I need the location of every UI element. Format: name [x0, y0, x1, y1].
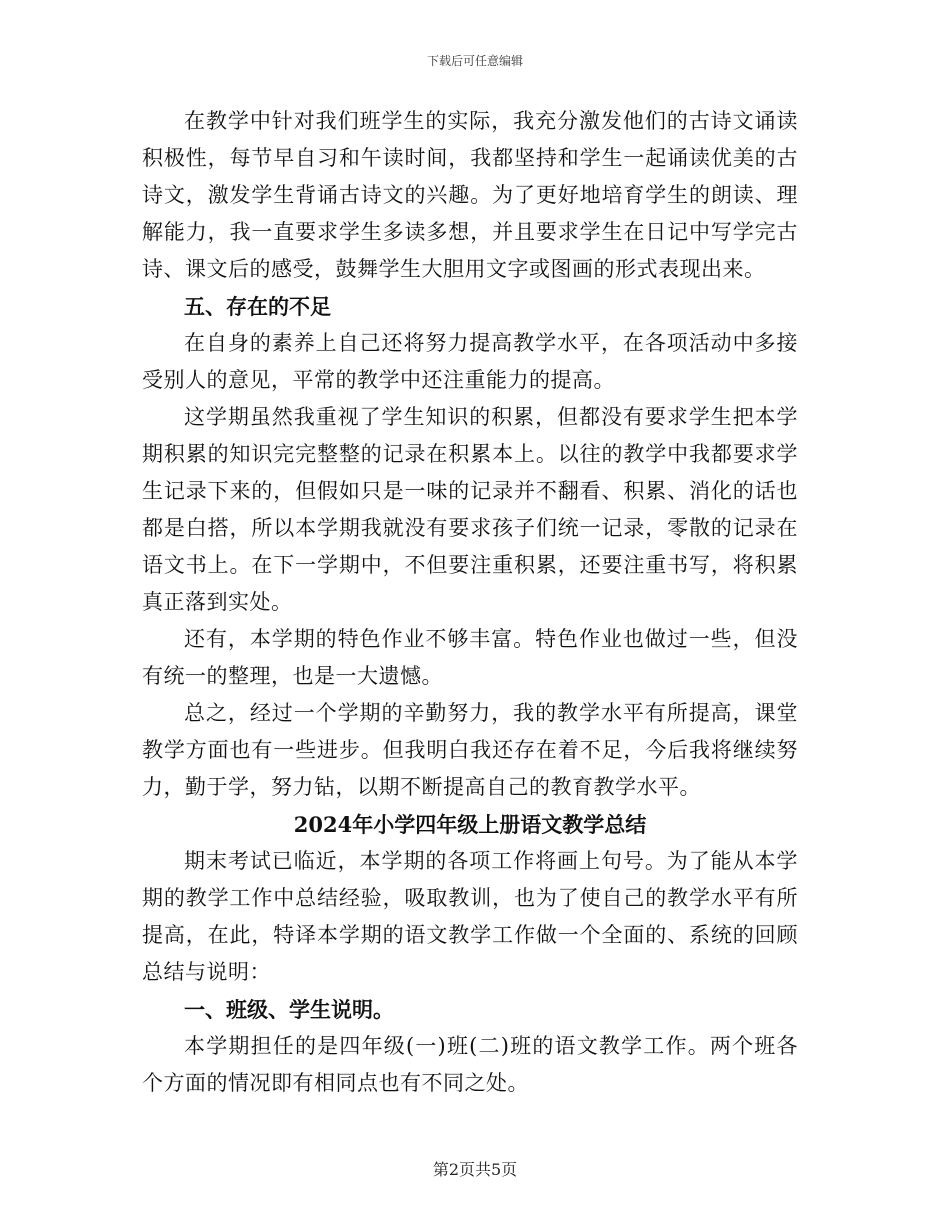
- section-heading-shortcomings: 五、存在的不足: [184, 294, 331, 319]
- paragraph-conclusion: 总之，经过一个学期的辛勤努力，我的教学水平有所提高，课堂教学方面也有一些进步。但我明白我还存在着不足，今后我将继续努力，勤于学，努力钻，以期不断提高自己的教育教学水平。: [142, 701, 798, 799]
- page-number: 第2页共5页: [432, 1160, 518, 1179]
- paragraph-special-homework: 还有，本学期的特色作业不够丰富。特色作业也做过一些，但没有统一的整理，也是一大遗憾。: [142, 627, 798, 688]
- paragraph-knowledge-accumulation: 这学期虽然我重视了学生知识的积累，但都没有要求学生把本学期积累的知识完完整整的记录在积累本上。以往的教学中我都要求学生记录下来的，但假如只是一味的记录并不翻看、积累、消化的话也都是白搭，所以本学期我就没有要求孩子们统一记录，零散的记录在语文书上。在下一学期中，不但要注重积累，还要注重书写，将积累真正落到实处。: [142, 405, 798, 614]
- paragraph-recitation: 在教学中针对我们班学生的实际，我充分激发他们的古诗文诵读积极性，每节早自习和午读时间，我都坚持和学生一起诵读优美的古诗文，激发学生背诵古诗文的兴趣。为了更好地培育学生的朗读、理解能力，我一直要求学生多读多想，并且要求学生在日记中写学完古诗、课文后的感受，鼓舞学生大胆用文字或图画的形式表现出来。: [142, 109, 798, 281]
- document-body: [142, 103, 798, 1102]
- paragraph-class-assignment: 本学期担任的是四年级(一)班(二)班的语文教学工作。两个班各个方面的情况即有相同点也有不同之处。: [142, 1034, 798, 1095]
- page-header-note: 下载后可任意编辑: [426, 54, 523, 68]
- document-title: 2024年小学四年级上册语文教学总结: [293, 812, 647, 837]
- section-heading-class-students: 一、班级、学生说明。: [184, 997, 394, 1022]
- paragraph-self-improvement: 在自身的素养上自己还将努力提高教学水平，在各项活动中多接受别人的意见，平常的教学中还注重能力的提高。: [142, 331, 798, 392]
- paragraph-introduction: 期末考试已临近，本学期的各项工作将画上句号。为了能从本学期的教学工作中总结经验，吸取教训，也为了使自己的教学水平有所提高，在此，特译本学期的语文教学工作做一个全面的、系统的回顾总结与说明：: [142, 849, 798, 984]
